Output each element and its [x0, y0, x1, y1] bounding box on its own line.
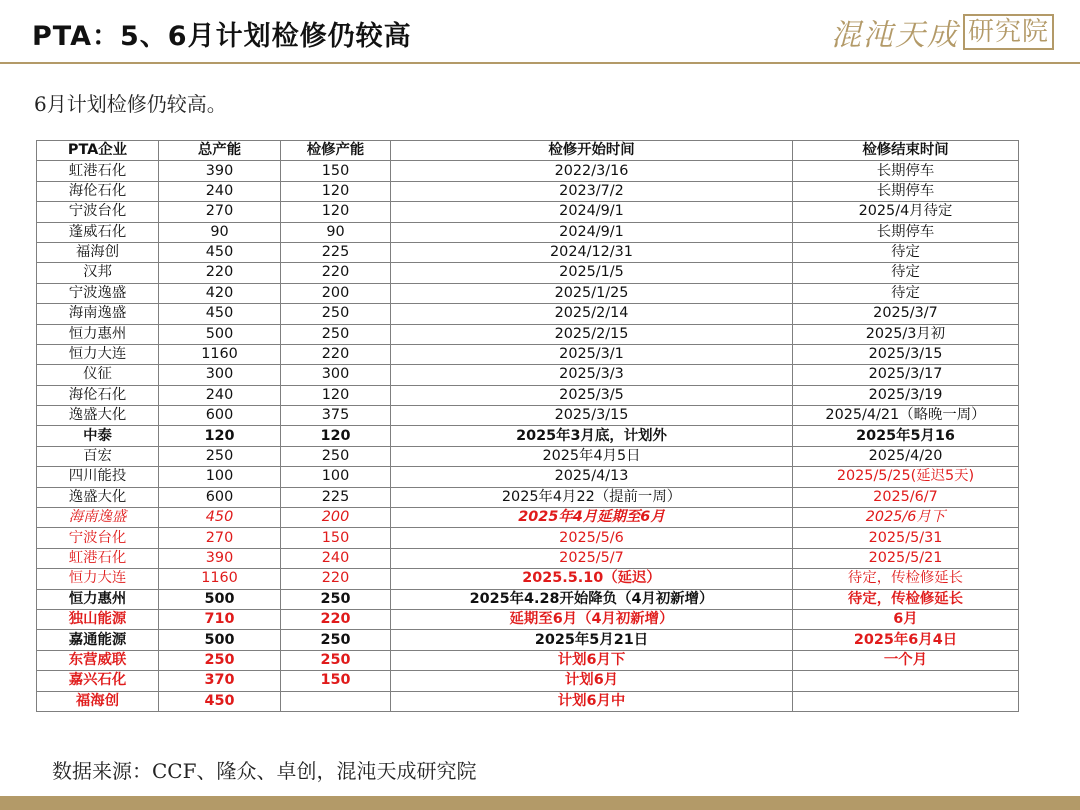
total-capacity-cell: 600 [159, 487, 281, 507]
company-cell: 福海创 [37, 691, 159, 711]
table-row [37, 324, 1019, 344]
start-time-cell: 2025/3/15 [391, 406, 793, 426]
end-time-cell: 长期停车 [793, 161, 1019, 181]
company-cell: 东营威联 [37, 650, 159, 670]
total-capacity-cell: 250 [159, 446, 281, 466]
total-capacity-cell: 240 [159, 385, 281, 405]
start-time-cell: 2025/3/1 [391, 344, 793, 364]
end-time-cell: 2025/3/15 [793, 344, 1019, 364]
maint-capacity-cell: 120 [281, 202, 391, 222]
maint-capacity-cell: 225 [281, 242, 391, 262]
start-time-cell: 2025/5/6 [391, 528, 793, 548]
table-row [37, 406, 1019, 426]
company-cell: 恒力大连 [37, 344, 159, 364]
company-cell: 宁波台化 [37, 528, 159, 548]
company-cell: 恒力大连 [37, 569, 159, 589]
table-row [37, 569, 1019, 589]
start-time-cell: 2025年4月延期至6月 [391, 508, 793, 528]
end-time-cell: 2025/6月下 [793, 508, 1019, 528]
total-capacity-cell: 1160 [159, 569, 281, 589]
total-capacity-cell: 450 [159, 691, 281, 711]
header-total-capacity: 总产能 [159, 141, 281, 161]
header-divider [0, 62, 1080, 64]
start-time-cell: 2025年4月5日 [391, 446, 793, 466]
start-time-cell: 2024/9/1 [391, 202, 793, 222]
start-time-cell: 2025/3/3 [391, 365, 793, 385]
table-row [37, 650, 1019, 670]
company-cell: 四川能投 [37, 467, 159, 487]
company-cell: 福海创 [37, 242, 159, 262]
end-time-cell: 2025/3月初 [793, 324, 1019, 344]
start-time-cell: 2025/4/13 [391, 467, 793, 487]
maint-capacity-cell: 150 [281, 528, 391, 548]
end-time-cell: 待定 [793, 263, 1019, 283]
table-row [37, 467, 1019, 487]
table-row [37, 344, 1019, 364]
end-time-cell: 2025/4/21（略晚一周） [793, 406, 1019, 426]
table-header-row [37, 141, 1019, 161]
start-time-cell: 计划6月下 [391, 650, 793, 670]
table-row [37, 528, 1019, 548]
maint-capacity-cell: 250 [281, 630, 391, 650]
total-capacity-cell: 500 [159, 324, 281, 344]
end-time-cell: 待定，传检修延长 [793, 589, 1019, 609]
start-time-cell: 2023/7/2 [391, 181, 793, 201]
maint-capacity-cell: 250 [281, 304, 391, 324]
total-capacity-cell: 270 [159, 528, 281, 548]
start-time-cell: 2025年3月底，计划外 [391, 426, 793, 446]
table-row [37, 426, 1019, 446]
table-row [37, 242, 1019, 262]
end-time-cell: 一个月 [793, 650, 1019, 670]
end-time-cell [793, 671, 1019, 691]
total-capacity-cell: 390 [159, 161, 281, 181]
table-row [37, 202, 1019, 222]
end-time-cell: 2025年5月16 [793, 426, 1019, 446]
header-end-time: 检修结束时间 [793, 141, 1019, 161]
company-cell: 逸盛大化 [37, 487, 159, 507]
table-row [37, 548, 1019, 568]
total-capacity-cell: 600 [159, 406, 281, 426]
total-capacity-cell: 120 [159, 426, 281, 446]
end-time-cell: 2025/6/7 [793, 487, 1019, 507]
end-time-cell: 2025/3/7 [793, 304, 1019, 324]
start-time-cell: 计划6月中 [391, 691, 793, 711]
total-capacity-cell: 710 [159, 609, 281, 629]
company-cell: 恒力惠州 [37, 589, 159, 609]
header-start-time: 检修开始时间 [391, 141, 793, 161]
total-capacity-cell: 90 [159, 222, 281, 242]
end-time-cell: 2025/4/20 [793, 446, 1019, 466]
start-time-cell: 2025年4月22（提前一周） [391, 487, 793, 507]
company-cell: 海南逸盛 [37, 508, 159, 528]
end-time-cell: 2025年6月4日 [793, 630, 1019, 650]
maintenance-table [36, 140, 1019, 712]
maint-capacity-cell: 240 [281, 548, 391, 568]
footer-bar [0, 796, 1080, 810]
table-row [37, 161, 1019, 181]
maint-capacity-cell: 90 [281, 222, 391, 242]
total-capacity-cell: 500 [159, 589, 281, 609]
end-time-cell: 长期停车 [793, 181, 1019, 201]
total-capacity-cell: 1160 [159, 344, 281, 364]
total-capacity-cell: 300 [159, 365, 281, 385]
company-cell: 宁波台化 [37, 202, 159, 222]
page-title: PTA：5、6月计划检修仍较高 [32, 21, 412, 52]
start-time-cell: 2025/2/14 [391, 304, 793, 324]
table-row [37, 671, 1019, 691]
company-cell: 嘉兴石化 [37, 671, 159, 691]
company-cell: 嘉通能源 [37, 630, 159, 650]
maint-capacity-cell: 225 [281, 487, 391, 507]
maint-capacity-cell [281, 691, 391, 711]
start-time-cell: 2025/1/5 [391, 263, 793, 283]
maint-capacity-cell: 220 [281, 263, 391, 283]
start-time-cell: 计划6月 [391, 671, 793, 691]
company-cell: 海伦石化 [37, 181, 159, 201]
table-row [37, 589, 1019, 609]
end-time-cell: 6月 [793, 609, 1019, 629]
start-time-cell: 2024/9/1 [391, 222, 793, 242]
data-source-note: 数据来源：CCF、隆众、卓创，混沌天成研究院 [52, 759, 477, 783]
start-time-cell: 延期至6月（4月初新增） [391, 609, 793, 629]
total-capacity-cell: 450 [159, 304, 281, 324]
total-capacity-cell: 270 [159, 202, 281, 222]
start-time-cell: 2025/1/25 [391, 283, 793, 303]
end-time-cell: 2025/5/25(延迟5天) [793, 467, 1019, 487]
company-cell: 虹港石化 [37, 161, 159, 181]
table-row [37, 630, 1019, 650]
start-time-cell: 2025/2/15 [391, 324, 793, 344]
table-row [37, 385, 1019, 405]
maint-capacity-cell: 150 [281, 161, 391, 181]
end-time-cell: 2025/3/19 [793, 385, 1019, 405]
start-time-cell: 2025.5.10（延迟） [391, 569, 793, 589]
table-row [37, 446, 1019, 466]
logo-box-text: 研究院 [963, 14, 1054, 50]
total-capacity-cell: 220 [159, 263, 281, 283]
table-row [37, 487, 1019, 507]
table-row [37, 508, 1019, 528]
company-cell: 海南逸盛 [37, 304, 159, 324]
company-cell: 虹港石化 [37, 548, 159, 568]
total-capacity-cell: 500 [159, 630, 281, 650]
maint-capacity-cell: 120 [281, 426, 391, 446]
maint-capacity-cell: 250 [281, 446, 391, 466]
end-time-cell: 2025/3/17 [793, 365, 1019, 385]
company-cell: 海伦石化 [37, 385, 159, 405]
end-time-cell: 待定 [793, 242, 1019, 262]
end-time-cell: 长期停车 [793, 222, 1019, 242]
company-cell: 独山能源 [37, 609, 159, 629]
maint-capacity-cell: 200 [281, 283, 391, 303]
maint-capacity-cell: 150 [281, 671, 391, 691]
total-capacity-cell: 390 [159, 548, 281, 568]
total-capacity-cell: 100 [159, 467, 281, 487]
start-time-cell: 2024/12/31 [391, 242, 793, 262]
company-cell: 宁波逸盛 [37, 283, 159, 303]
header-company: PTA企业 [37, 141, 159, 161]
end-time-cell: 待定 [793, 283, 1019, 303]
company-cell: 汉邦 [37, 263, 159, 283]
maint-capacity-cell: 220 [281, 609, 391, 629]
maint-capacity-cell: 100 [281, 467, 391, 487]
logo-text: 混沌天成 [830, 18, 959, 53]
maint-capacity-cell: 120 [281, 181, 391, 201]
total-capacity-cell: 450 [159, 508, 281, 528]
total-capacity-cell: 240 [159, 181, 281, 201]
start-time-cell: 2025年5月21日 [391, 630, 793, 650]
company-cell: 蓬威石化 [37, 222, 159, 242]
start-time-cell: 2022/3/16 [391, 161, 793, 181]
company-cell: 百宏 [37, 446, 159, 466]
table-row [37, 283, 1019, 303]
maint-capacity-cell: 250 [281, 650, 391, 670]
table-row [37, 181, 1019, 201]
maint-capacity-cell: 300 [281, 365, 391, 385]
subtitle: 6月计划检修仍较高。 [34, 92, 227, 116]
start-time-cell: 2025年4.28开始降负（4月初新增） [391, 589, 793, 609]
header-maint-capacity: 检修产能 [281, 141, 391, 161]
start-time-cell: 2025/5/7 [391, 548, 793, 568]
start-time-cell: 2025/3/5 [391, 385, 793, 405]
end-time-cell: 2025/5/31 [793, 528, 1019, 548]
end-time-cell: 2025/5/21 [793, 548, 1019, 568]
brand-logo [831, 12, 1054, 52]
end-time-cell: 待定，传检修延长 [793, 569, 1019, 589]
total-capacity-cell: 420 [159, 283, 281, 303]
table-row [37, 609, 1019, 629]
end-time-cell [793, 691, 1019, 711]
end-time-cell: 2025/4月待定 [793, 202, 1019, 222]
maint-capacity-cell: 120 [281, 385, 391, 405]
company-cell: 恒力惠州 [37, 324, 159, 344]
maint-capacity-cell: 250 [281, 324, 391, 344]
table-row [37, 691, 1019, 711]
table-row [37, 304, 1019, 324]
maint-capacity-cell: 250 [281, 589, 391, 609]
table-row [37, 263, 1019, 283]
company-cell: 中泰 [37, 426, 159, 446]
company-cell: 逸盛大化 [37, 406, 159, 426]
table-row [37, 222, 1019, 242]
table-row [37, 365, 1019, 385]
company-cell: 仪征 [37, 365, 159, 385]
maint-capacity-cell: 220 [281, 344, 391, 364]
total-capacity-cell: 450 [159, 242, 281, 262]
maint-capacity-cell: 375 [281, 406, 391, 426]
total-capacity-cell: 370 [159, 671, 281, 691]
maint-capacity-cell: 200 [281, 508, 391, 528]
maint-capacity-cell: 220 [281, 569, 391, 589]
total-capacity-cell: 250 [159, 650, 281, 670]
